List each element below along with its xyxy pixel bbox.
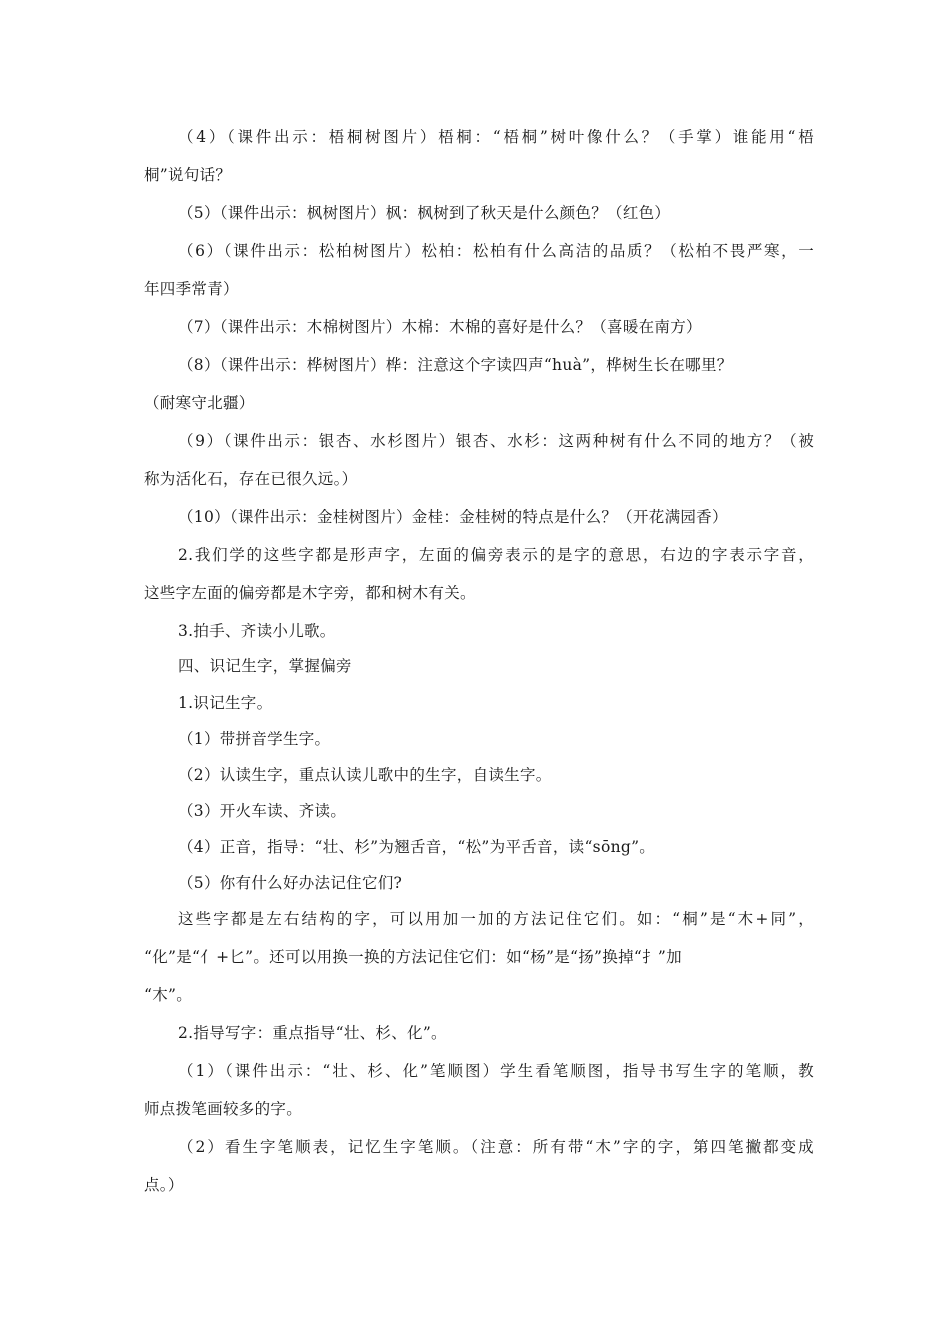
paragraph-line: （6）（课件出示：松柏树图片）松柏：松柏有什么高洁的品质？（松柏不畏严寒，一 (178, 242, 814, 260)
paragraph-line: （5）（课件出示：枫树图片）枫：枫树到了秋天是什么颜色？（红色） (178, 204, 671, 222)
paragraph-line: （9）（课件出示：银杏、水杉图片）银杏、水杉：这两种树有什么不同的地方？（被 (178, 432, 814, 450)
paragraph-line: 1.识记生字。 (178, 694, 273, 712)
paragraph-line: （4）正音，指导：“壮、杉”为翘舌音，“松”为平舌音，读“sōng”。 (178, 838, 656, 856)
paragraph-line: （7）（课件出示：木棉树图片）木棉：木棉的喜好是什么？（喜暖在南方） (178, 318, 702, 336)
paragraph-line: 年四季常青） (144, 280, 239, 298)
paragraph-line: （4）（课件出示：梧桐树图片）梧桐：“梧桐”树叶像什么？（手掌）谁能用“梧 (178, 128, 814, 146)
paragraph-line: （10）（课件出示：金桂树图片）金桂：金桂树的特点是什么？（开花满园香） (178, 508, 728, 526)
paragraph-line: （2）认读生字，重点认读儿歌中的生字，自读生字。 (178, 766, 552, 784)
paragraph-line: （2）看生字笔顺表，记忆生字笔顺。（注意：所有带“木”字的字，第四笔撇都变成 (178, 1138, 814, 1156)
paragraph-line: 这些字都是左右结构的字，可以用加一加的方法记住它们。如：“桐”是“木+同”， (178, 910, 814, 928)
paragraph-line: （耐寒守北疆） (144, 394, 255, 412)
paragraph-line: 称为活化石，存在已很久远。） (144, 470, 358, 488)
paragraph-line: 2.我们学的这些字都是形声字，左面的偏旁表示的是字的意思，右边的字表示字音， (178, 546, 814, 564)
paragraph-line: （8）（课件出示：桦树图片）桦：注意这个字读四声“huà”，桦树生长在哪里？ (178, 356, 733, 374)
paragraph-line: 2.指导写字：重点指导“壮、杉、化”。 (178, 1024, 447, 1042)
paragraph-line: “化”是“亻+匕”。还可以用换一换的方法记住它们：如“杨”是“扬”换掉“扌”加 (144, 948, 682, 966)
section-heading: 四、识记生字，掌握偏旁 (178, 657, 352, 675)
paragraph-line: 3.拍手、齐读小儿歌。 (178, 622, 336, 640)
paragraph-line: 师点拨笔画较多的字。 (144, 1100, 303, 1118)
paragraph-line: 这些字左面的偏旁都是木字旁，都和树木有关。 (144, 584, 476, 602)
paragraph-line: （5）你有什么好办法记住它们? (178, 874, 403, 892)
paragraph-line: （1）带拼音学生字。 (178, 730, 331, 748)
paragraph-line: “木”。 (144, 986, 193, 1004)
paragraph-line: （1）（课件出示：“壮、杉、化”笔顺图）学生看笔顺图，指导书写生字的笔顺，教 (178, 1062, 814, 1080)
paragraph-line: 桐”说句话？ (144, 166, 232, 184)
paragraph-line: （3）开火车读、齐读。 (178, 802, 347, 820)
paragraph-line: 点。） (144, 1176, 184, 1194)
